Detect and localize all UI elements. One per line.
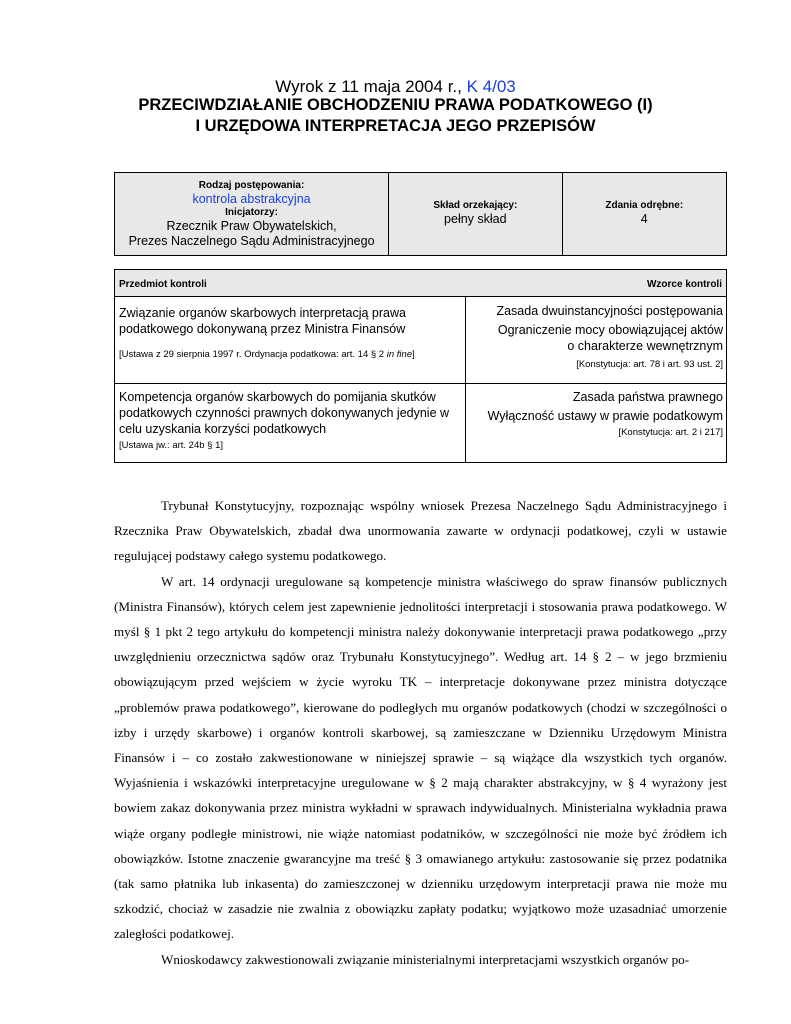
initiator-2: Prezes Naczelnego Sądu Administracyjnego [128, 234, 375, 248]
paragraph: Trybunał Konstytucyjny, rozpoznając wspólny wniosek Prezesa Naczelnego Sądu Administracyjnego i Rzecznika Praw Obywatelskich, zbadał dwa unormowania zawarte w ordynacji podatkowej, czyli w ustawie regulującej podstawy całego systemu podatkowego. [114, 498, 727, 564]
pattern-header: Wzorce kontroli [646, 279, 722, 290]
subject-header: Przedmiot kontroli [119, 279, 207, 290]
pattern-cell [466, 297, 726, 383]
pattern-cell [466, 383, 726, 462]
subject-cell [115, 297, 466, 383]
proceeding-info-table [114, 172, 727, 256]
review-table-row [115, 297, 726, 384]
judgment-title [0, 77, 791, 97]
initiators-label: Inicjatorzy: [225, 207, 278, 218]
subject-reference: [Ustawa z 29 sierpnia 1997 r. Ordynacja podatkowa: art. 14 § 2 in fine] [119, 349, 415, 360]
panel-value: pełny skład [444, 212, 507, 226]
review-subject-table [114, 269, 727, 463]
pattern-reference: [Konstytucja: art. 2 i 217] [618, 427, 723, 438]
pattern-text: Zasada dwuinstancyjności postępowania [496, 304, 723, 318]
body-text [114, 493, 727, 972]
proceeding-type-value: kontrola abstrakcyjna [192, 192, 311, 206]
proceeding-info-cell [115, 173, 389, 255]
case-number-link[interactable]: K 4/03 [466, 77, 516, 96]
paragraph: W art. 14 ordynacji uregulowane są kompetencje ministra właściwego do spraw finansów publicznych (Ministra Finansów), których celem jest zapewnienie jednolitości interpretacji i stosowania prawa podatkowego. W myśl § 1 pkt 2 tego artykułu do kompetencji ministra należy dokonywanie interpretacji prawa podatkowego „przy uwzględnieniu orzecznictwa sądów oraz Trybunału Konstytucyjnego”. Według art. 14 § 2 – w jego brzmieniu obowiązującym przed wejściem w życie wyroku TK – interpretacje dokonywane przez ministra dotyczące „problemów prawa podatkowego”, kierowane do podległych mu organów podatkowych (chodzi w szczególności o izby i urzędy skarbowe) i organów kontroli skarbowej, są zamieszczane w Dzienniku Urzędowym Ministra Finansów i – co zostało zakwestionowane w niniejszej sprawie – są wiążące dla wszystkich tych organów. Wyjaśnienia i wskazówki interpretacyjne uregulowane w § 2 mają charakter abstrakcyjny, w § 4 wyrażony jest bowiem zakaz dokonywania przez ministra wykładni w sprawach indywidualnych. Ministerialna wykładnia prawa wiąże organy podległe ministrowi, nie wiąże natomiast podatników, w szczególności nie może być źródłem ich obowiązków. Istotne znaczenie gwarancyjne ma treść § 3 omawianego artykułu: zastosowanie się przez podatnika (tak samo płatnika lub inkasenta) do zamieszczonej w dzienniku urzędowym interpretacji prawa nie może mu szkodzić, chociaż w zasadzie nie zwalnia z obowiązku zapłaty podatku; wyjątkowo może uzasadniać umorzenie zaległości podatkowej. [114, 573, 727, 942]
dissent-cell [563, 173, 726, 255]
review-table-row [115, 383, 726, 462]
panel-label: Skład orzekający: [433, 200, 518, 211]
paragraph: Wnioskodawcy zakwestionowali związanie ministerialnymi interpretacjami wszystkich organów po- [161, 951, 690, 967]
dissent-label: Zdania odrębne: [605, 200, 684, 211]
judgment-title-prefix: Wyrok z 11 maja 2004 r., [275, 77, 467, 96]
pattern-reference: [Konstytucja: art. 78 i art. 93 ust. 2] [576, 359, 723, 370]
panel-cell [389, 173, 562, 255]
pattern-text: Ograniczenie mocy obowiązującej aktów o charakterze wewnętrznym [497, 323, 723, 353]
initiator-1: Rzecznik Praw Obywatelskich, [166, 219, 337, 233]
pattern-text: Zasada państwa prawnego [572, 390, 723, 404]
subject-cell [115, 383, 466, 462]
subject-text: Związanie organów skarbowych interpretacją prawa podatkowego dokonywaną przez Ministra Finansów [119, 306, 406, 336]
judgment-subtitle-line2: I URZĘDOWA INTERPRETACJA JEGO PRZEPISÓW [195, 117, 596, 135]
subject-reference: [Ustawa jw.: art. 24b § 1] [119, 440, 224, 451]
subject-text: Kompetencja organów skarbowych do pomijania skutków podatkowych czynności prawnych dokonywanych jedynie w celu uzyskania korzyści podatkowych [119, 390, 450, 436]
review-table-header [115, 270, 726, 297]
proceeding-type-label: Rodzaj postępowania: [198, 180, 305, 191]
judgment-subtitle-line1: PRZECIWDZIAŁANIE OBCHODZENIU PRAWA PODATKOWEGO (I) [138, 96, 653, 114]
dissent-value: 4 [640, 212, 648, 226]
pattern-text: Wyłączność ustawy w prawie podatkowym [487, 409, 723, 423]
